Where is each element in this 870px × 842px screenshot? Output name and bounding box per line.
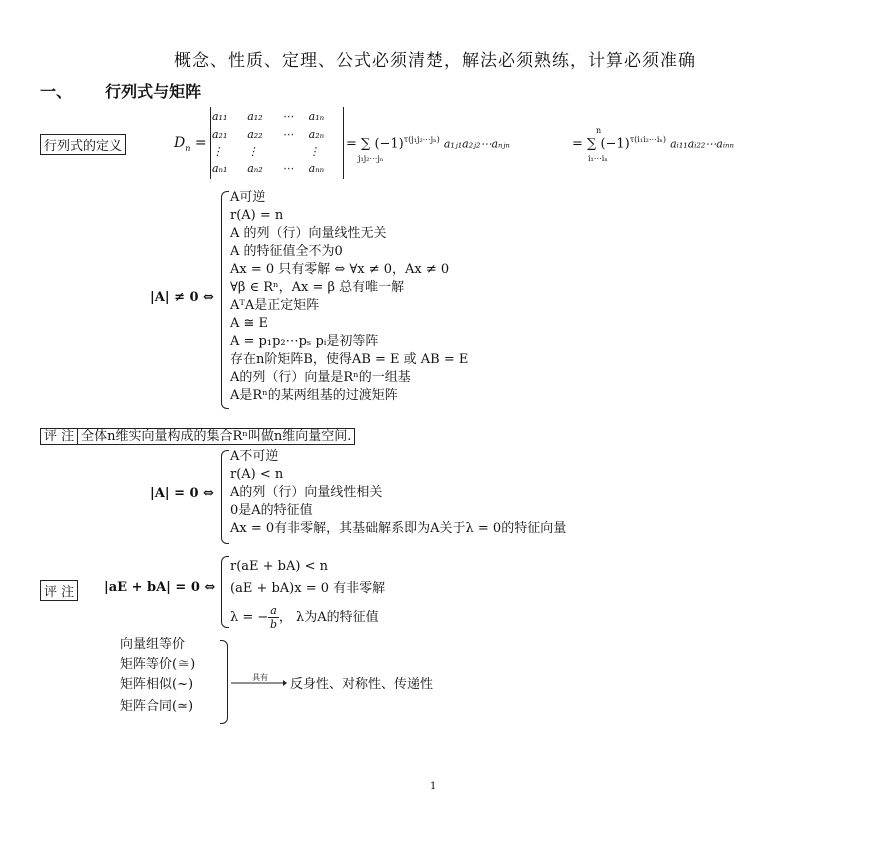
- det-matrix: [210, 107, 344, 179]
- list-item: A 的特征值全不为0: [230, 244, 343, 259]
- list-item: 0是A的特征值: [230, 503, 313, 518]
- matrix-cell: a₂ₙ: [308, 127, 325, 141]
- list-item: ∀β ∈ Rⁿ，Ax = β 总有唯一解: [230, 280, 405, 295]
- note-2-lhs: |aE + bA| = 0 ⇔: [104, 580, 216, 595]
- matrix-cell: ⋮: [247, 144, 259, 158]
- list-item: r(A) = n: [230, 208, 284, 223]
- det-sum-2: = ∑ $(-1)^{\tau(i_1i_2\cdots i_n)}$ aᵢ₁₁aᵢ₂₂⋯aᵢₙₙ: [572, 135, 734, 152]
- matrix-cell: aₙ₁: [212, 161, 228, 175]
- det-lhs: $D_n$ =: [174, 135, 207, 153]
- list-item: (aE + bA)x = 0 有非零解: [230, 581, 386, 596]
- matrix-cell: a₁ₙ: [308, 109, 325, 123]
- list-item: 向量组等价: [120, 637, 186, 652]
- list-item: AᵀA是正定矩阵: [230, 298, 320, 313]
- arrow-label: 具有: [252, 673, 268, 682]
- section-title: 行列式与矩阵: [105, 82, 202, 101]
- list-item: A的列（行）向量线性相关: [230, 485, 383, 500]
- left-brace: [221, 450, 229, 544]
- frac-den: b: [270, 618, 278, 631]
- list-item: A是Rⁿ的某两组基的过渡矩阵: [230, 388, 398, 403]
- det-def-label: 行列式的定义: [40, 134, 126, 155]
- list-item: 矩阵合同(≃): [120, 699, 194, 714]
- list-item: r(aE + bA) < n: [230, 559, 328, 574]
- list-item: 存在n阶矩阵B，使得AB = E 或 AB = E: [230, 352, 469, 367]
- note-2-label: 评 注: [40, 580, 78, 601]
- equiv-result: 反身性、对称性、传递性: [290, 677, 434, 692]
- note-label: 评 注: [40, 428, 78, 445]
- det-sum-2-top: n: [596, 126, 602, 135]
- list-item: A可逆: [230, 190, 266, 205]
- list-item: A的列（行）向量是Rⁿ的一组基: [230, 370, 411, 385]
- frac-num: a: [270, 604, 277, 617]
- list-item: 矩阵等价(≅): [120, 657, 196, 672]
- matrix-cell: ⋯: [282, 109, 294, 123]
- singular-list: [230, 448, 566, 538]
- note-2-list: [230, 558, 385, 598]
- matrix-cell: a₁₂: [247, 109, 263, 123]
- matrix-cell: ⋯: [282, 127, 294, 141]
- matrix-cell: aₙ₂: [247, 161, 263, 175]
- right-brace: [220, 640, 228, 724]
- lambda-line: λ = − $\frac{a}{b}$ ， λ为A的特征值: [230, 604, 379, 631]
- det-sum-1: = ∑ $(-1)^{\tau(j_1j_2\cdots j_n)}$ a₁ⱼ₁a₂ⱼ₂⋯aₙⱼₙ: [346, 135, 510, 152]
- section-number: 一、: [40, 82, 73, 101]
- list-item: Ax = 0有非零解，其基础解系即为A关于λ = 0的特征向量: [230, 521, 567, 536]
- list-item: A不可逆: [230, 449, 279, 464]
- left-brace: [221, 556, 229, 628]
- det-sum-1-index: j₁j₂⋯jₙ: [358, 154, 384, 163]
- list-item: Ax = 0 只有零解 ⇔ ∀x ≠ 0，Ax ≠ 0: [230, 262, 450, 277]
- matrix-cell: aₙₙ: [308, 161, 325, 175]
- det-sum-2-index: i₁⋯iₙ: [588, 154, 608, 163]
- matrix-cell: ⋯: [282, 161, 294, 175]
- note-text: 全体n维实向量构成的集合Rⁿ叫做n维向量空间.: [78, 428, 355, 445]
- nonsingular-lhs: |A| ≠ 0 ⇔: [150, 290, 214, 305]
- list-item: 矩阵相似(~): [120, 677, 194, 692]
- page-title: 概念、性质、定理、公式必须清楚，解法必须熟练，计算必须准确: [174, 51, 696, 71]
- list-item: r(A) < n: [230, 467, 284, 482]
- right-arrow-icon: [231, 678, 287, 688]
- note-1: [40, 425, 355, 444]
- page-number: 1: [430, 781, 437, 792]
- left-brace: [221, 191, 229, 409]
- matrix-cell: a₂₁: [212, 127, 228, 141]
- section-heading: [40, 79, 201, 102]
- nonsingular-list: [230, 189, 468, 405]
- matrix-cell: ⋮: [308, 144, 320, 158]
- list-item: A = p₁p₂⋯pₛ pᵢ是初等阵: [230, 334, 379, 349]
- matrix-cell: a₂₂: [247, 127, 263, 141]
- list-item: A 的列（行）向量线性无关: [230, 226, 387, 241]
- singular-lhs: |A| = 0 ⇔: [150, 486, 214, 501]
- matrix-cell: a₁₁: [212, 109, 228, 123]
- matrix-cell: ⋮: [212, 144, 223, 158]
- equiv-list: [120, 636, 195, 718]
- matrix-cell: [281, 143, 307, 159]
- list-item: A ≅ E: [230, 316, 269, 331]
